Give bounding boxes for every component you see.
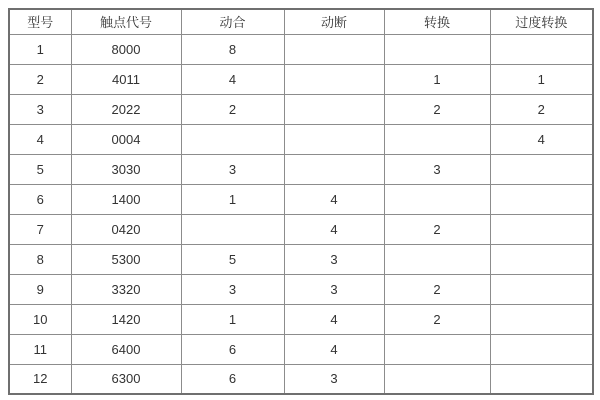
table-row bbox=[9, 184, 593, 214]
table-row bbox=[9, 334, 593, 364]
table-row bbox=[9, 304, 593, 334]
table-cell: 6 bbox=[9, 184, 71, 214]
table-cell: 1 bbox=[490, 64, 593, 94]
table-cell bbox=[384, 34, 490, 64]
table-cell bbox=[490, 34, 593, 64]
table-cell: 8000 bbox=[71, 34, 181, 64]
table-cell bbox=[384, 334, 490, 364]
table-cell bbox=[284, 154, 384, 184]
table-cell: 11 bbox=[9, 334, 71, 364]
table-cell: 1 bbox=[9, 34, 71, 64]
table-cell: 2 bbox=[9, 64, 71, 94]
table-cell: 10 bbox=[9, 304, 71, 334]
table-cell: 0420 bbox=[71, 214, 181, 244]
table-cell: 2 bbox=[384, 94, 490, 124]
table-cell: 1 bbox=[181, 304, 284, 334]
table-cell: 3 bbox=[284, 274, 384, 304]
table-cell bbox=[490, 334, 593, 364]
table-cell: 2 bbox=[384, 214, 490, 244]
table-cell: 1 bbox=[181, 184, 284, 214]
table-cell: 0004 bbox=[71, 124, 181, 154]
table-cell: 5 bbox=[181, 244, 284, 274]
table-cell: 8 bbox=[181, 34, 284, 64]
table-cell bbox=[490, 214, 593, 244]
table-cell bbox=[490, 244, 593, 274]
table-cell bbox=[284, 64, 384, 94]
table-cell: 1400 bbox=[71, 184, 181, 214]
contact-spec-table bbox=[8, 8, 594, 395]
table-row bbox=[9, 64, 593, 94]
table-cell bbox=[181, 214, 284, 244]
table-cell bbox=[490, 304, 593, 334]
table-row bbox=[9, 124, 593, 154]
table-cell bbox=[384, 124, 490, 154]
column-header-0: 型号 bbox=[9, 9, 71, 34]
table-cell bbox=[384, 184, 490, 214]
table-cell bbox=[490, 274, 593, 304]
table-cell: 2 bbox=[490, 94, 593, 124]
table-cell: 5300 bbox=[71, 244, 181, 274]
table-cell: 4 bbox=[9, 124, 71, 154]
table-cell: 2 bbox=[384, 304, 490, 334]
table-cell bbox=[284, 124, 384, 154]
table-cell: 4 bbox=[284, 304, 384, 334]
header-row bbox=[9, 9, 593, 34]
table-cell: 6300 bbox=[71, 364, 181, 394]
table-cell: 12 bbox=[9, 364, 71, 394]
table-row bbox=[9, 34, 593, 64]
table-row bbox=[9, 154, 593, 184]
table-cell bbox=[490, 184, 593, 214]
table-cell: 3 bbox=[384, 154, 490, 184]
table-body bbox=[9, 34, 593, 394]
table-cell: 7 bbox=[9, 214, 71, 244]
table-cell: 3 bbox=[9, 94, 71, 124]
table-cell: 4011 bbox=[71, 64, 181, 94]
column-header-4: 转换 bbox=[384, 9, 490, 34]
column-header-2: 动合 bbox=[181, 9, 284, 34]
table-row bbox=[9, 214, 593, 244]
table-cell bbox=[284, 34, 384, 64]
table-cell bbox=[490, 154, 593, 184]
table-cell: 3 bbox=[181, 154, 284, 184]
table-cell: 3 bbox=[181, 274, 284, 304]
table-cell: 4 bbox=[490, 124, 593, 154]
table-cell: 4 bbox=[284, 334, 384, 364]
table-cell: 4 bbox=[284, 184, 384, 214]
table-cell: 2 bbox=[181, 94, 284, 124]
table-cell: 6400 bbox=[71, 334, 181, 364]
column-header-1: 触点代号 bbox=[71, 9, 181, 34]
column-header-3: 动断 bbox=[284, 9, 384, 34]
table-row bbox=[9, 364, 593, 394]
table-cell bbox=[384, 244, 490, 274]
table-cell: 1420 bbox=[71, 304, 181, 334]
table-cell: 2 bbox=[384, 274, 490, 304]
table-cell: 4 bbox=[284, 214, 384, 244]
table-cell bbox=[284, 94, 384, 124]
table-cell: 3320 bbox=[71, 274, 181, 304]
table-cell: 3 bbox=[284, 244, 384, 274]
table-cell bbox=[384, 364, 490, 394]
table-cell: 5 bbox=[9, 154, 71, 184]
table-cell bbox=[181, 124, 284, 154]
table-cell: 6 bbox=[181, 364, 284, 394]
table-cell: 4 bbox=[181, 64, 284, 94]
table-cell bbox=[490, 364, 593, 394]
table-cell: 3 bbox=[284, 364, 384, 394]
column-header-5: 过度转换 bbox=[490, 9, 593, 34]
table-row bbox=[9, 274, 593, 304]
table-cell: 6 bbox=[181, 334, 284, 364]
table-row bbox=[9, 94, 593, 124]
table-row bbox=[9, 244, 593, 274]
table-cell: 2022 bbox=[71, 94, 181, 124]
table-cell: 1 bbox=[384, 64, 490, 94]
table-cell: 3030 bbox=[71, 154, 181, 184]
table-cell: 8 bbox=[9, 244, 71, 274]
table-cell: 9 bbox=[9, 274, 71, 304]
